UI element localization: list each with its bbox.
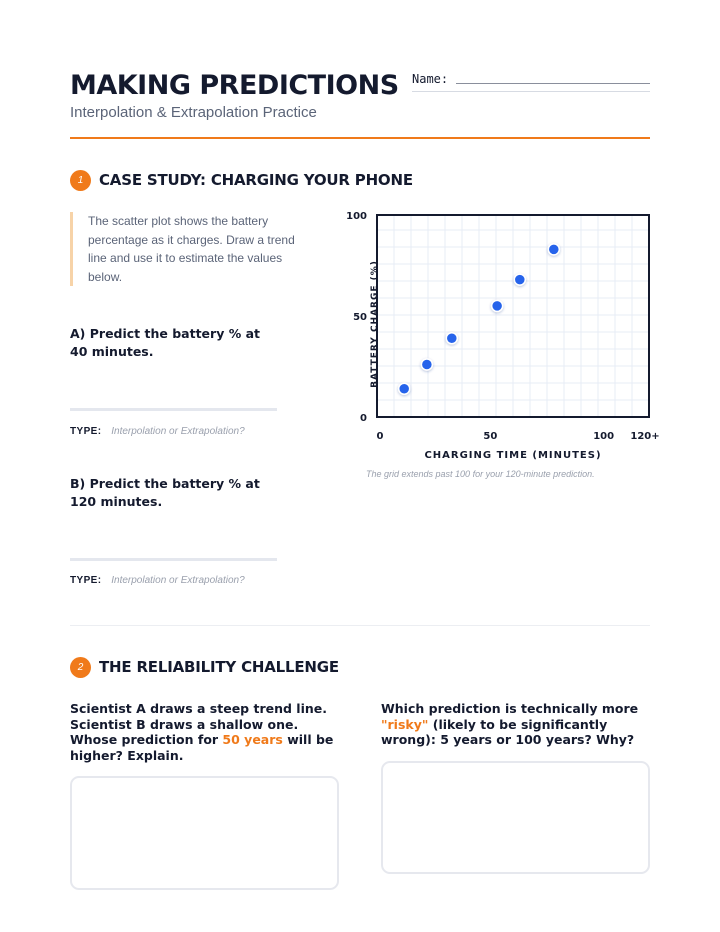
data-point: [548, 244, 559, 255]
x-tick-label: 0: [376, 431, 384, 442]
q1-accent: 50 years: [222, 732, 283, 747]
data-point: [399, 383, 410, 394]
y-tick-label: 0: [360, 413, 367, 424]
y-tick-label: 50: [353, 312, 367, 323]
intro-callout: The scatter plot shows the battery percentage as it charges. Draw a trend line and use it to estimate the values below.: [70, 212, 300, 286]
type-b-field[interactable]: Interpolation or Extrapolation?: [111, 575, 245, 586]
section-1-badge: 1: [70, 170, 91, 191]
data-point: [514, 274, 525, 285]
answer-box-1[interactable]: [70, 776, 339, 890]
challenge-question-1: [70, 701, 342, 763]
data-point: [446, 333, 457, 344]
section-divider: [70, 625, 650, 626]
answer-b-line[interactable]: [70, 558, 277, 561]
q1-text-start: Scientist A draws a steep trend line. Scientist B draws a shallow one. Whose prediction for: [70, 701, 327, 747]
name-field[interactable]: [456, 83, 650, 84]
x-tick-label: 120+: [630, 431, 660, 442]
type-row-a: [70, 426, 245, 437]
data-point: [421, 359, 432, 370]
q2-text-start: Which prediction is technically more: [381, 701, 639, 716]
answer-box-2[interactable]: [381, 761, 650, 874]
header-rule: [70, 137, 650, 139]
question-b: B) Predict the battery % at 120 minutes.: [70, 476, 260, 509]
question-a: A) Predict the battery % at 40 minutes.: [70, 326, 260, 359]
q1-text-end: will be higher? Explain.: [70, 732, 334, 763]
chart-ticks: [346, 211, 660, 442]
q2-accent: "risky": [381, 716, 429, 732]
y-tick-label: 100: [346, 211, 367, 222]
type-row-b: [70, 575, 245, 586]
data-point: [492, 300, 503, 311]
type-a-field[interactable]: Interpolation or Extrapolation?: [111, 426, 245, 437]
name-label: Name:: [412, 72, 449, 86]
x-axis-label: CHARGING TIME (MINUTES): [424, 450, 602, 461]
type-label: TYPE:: [70, 426, 102, 437]
chart-note: The grid extends past 100 for your 120-minute prediction.: [366, 469, 595, 479]
page-subtitle: Interpolation & Extrapolation Practice: [70, 104, 317, 121]
type-label: TYPE:: [70, 575, 102, 586]
x-tick-label: 100: [593, 431, 615, 442]
section-2-badge: 2: [70, 657, 91, 678]
challenge-question-2: [381, 701, 653, 748]
answer-a-line[interactable]: [70, 408, 277, 411]
x-tick-label: 50: [483, 431, 498, 442]
y-axis-label: BATTERY CHARGE (%): [370, 260, 380, 388]
section-1-title: CASE STUDY: CHARGING YOUR PHONE: [99, 171, 413, 189]
scatter-chart: [345, 205, 660, 475]
header-underline: [412, 91, 650, 92]
page-title: MAKING PREDICTIONS: [70, 70, 399, 101]
chart-grid: [377, 215, 649, 417]
q2-text-end: (likely to be significantly wrong): 5 years or 100 years? Why?: [381, 716, 635, 747]
section-2-title: THE RELIABILITY CHALLENGE: [99, 658, 339, 676]
